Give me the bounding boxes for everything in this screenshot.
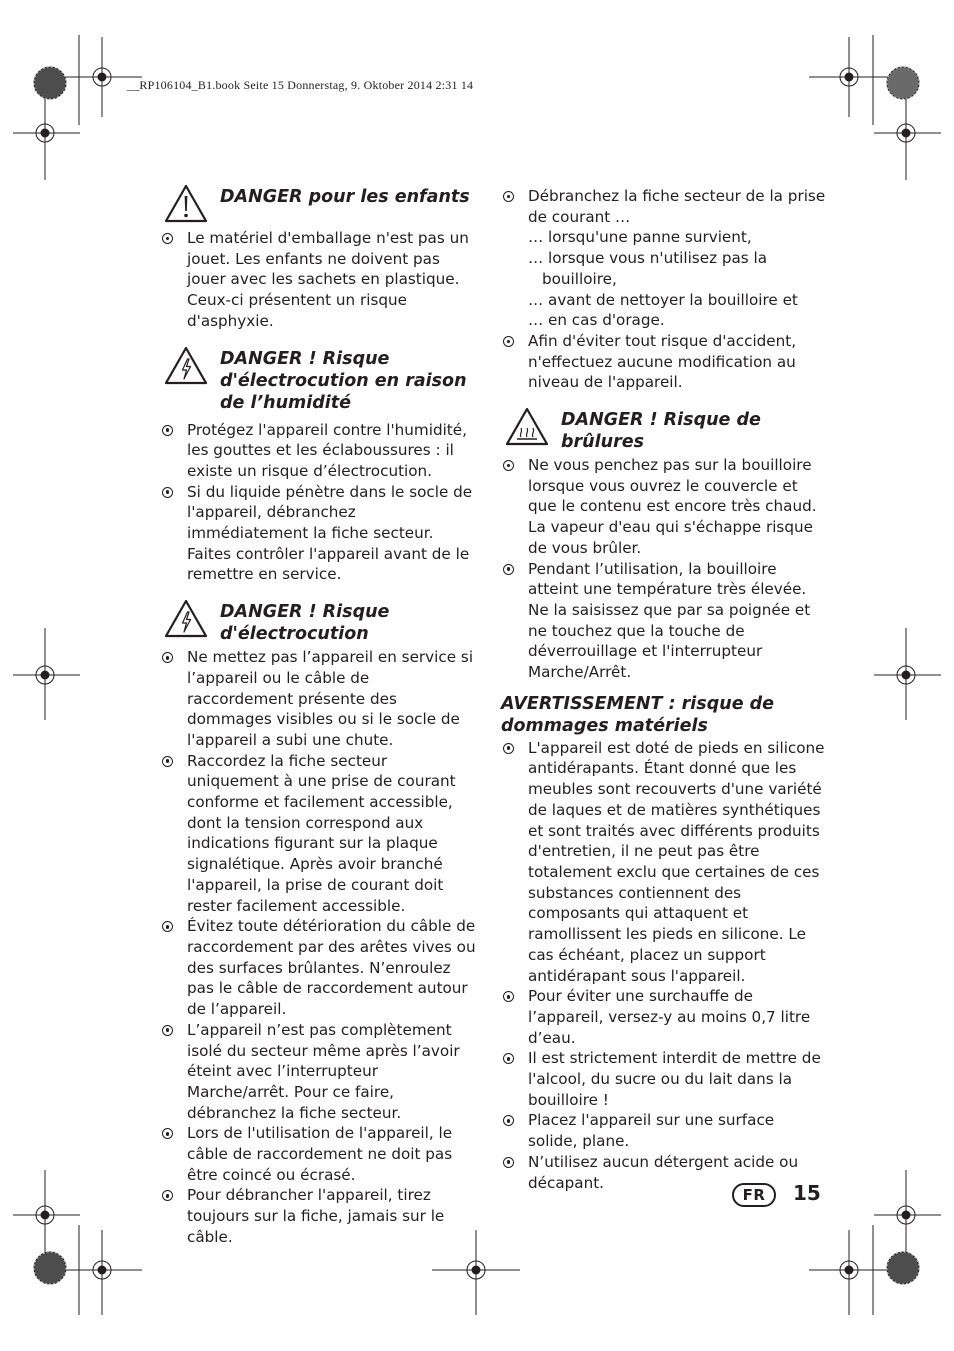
registration-crosshair-icon [62, 1230, 142, 1315]
list-item: Ne mettez pas l’appareil en service si l’appareil ou le câble de raccordement présente des dommages visibles ou si le socle de l'appareil a subi une chute. [160, 647, 480, 751]
sub-item: … avant de nettoyer la bouilloire et [528, 290, 798, 309]
list-item: Le matériel d'emballage n'est pas un jouet. Les enfants ne doivent pas jouer avec les sachets en plastique. Ceux-ci présentent un risque d'asphyxie. [160, 228, 480, 332]
section-title: DANGER ! Risque de brûlures [561, 410, 761, 453]
registration-crosshair-icon [874, 93, 941, 180]
list-item: Protégez l'appareil contre l'humidité, les gouttes et les éclaboussures : il existe un risque d’électrocution. [160, 420, 480, 482]
list-item: Raccordez la fiche secteur uniquement à une prise de courant conforme et facilement accessible, dont la tension correspond aux indications figurant sur la plaque signalétique. Après avoir branché l'appareil, la prise de courant doit rester facilement accessible. [160, 751, 480, 917]
section-title: AVERTISSEMENT : risque de dommages matériels [501, 693, 775, 736]
list-item: L'appareil est doté de pieds en silicone antidérapants. Étant donné que les meubles sont recouverts d'une variété de laques et de matières synthétiques et sont traités avec différents produits d'entretien, il ne peut pas être totalement exclu que certaines de ces substances contiennent des composants qui attaquent et ramollissent les pieds en silicone. Le cas échéant, placez un support antidérapant sous l'appareil. [501, 738, 826, 986]
section-title: DANGER pour les enfants [220, 187, 470, 207]
list-item: Ne vous penchez pas sur la bouilloire lorsque vous ouvrez le couvercle et que le contenu est encore très chaud. La vapeur d'eau qui s'échappe risque de vous brûler. [501, 455, 826, 559]
list-item: Débranchez la fiche secteur de la prise de courant … … lorsqu'une panne survient, … lorsque vous n'utilisez pas la bouilloire, … avant de nettoyer la bouilloire et … en cas d'orage. [501, 186, 826, 331]
list-item: Afin d'éviter tout risque d'accident, n'effectuez aucune modification au niveau de l'appareil. [501, 331, 826, 393]
registration-crosshair-icon [809, 37, 889, 117]
color-target-icon [887, 1252, 919, 1284]
section-title: DANGER ! Risque d'électrocution [220, 602, 390, 645]
language-badge: FR [732, 1183, 776, 1207]
list-item: Pour éviter une surchauffe de l’appareil, versez-y au moins 0,7 litre d’eau. [501, 986, 826, 1048]
sub-item: … lorsque vous n'utilisez pas la bouilloire, [528, 249, 768, 288]
list-item: N’utilisez aucun détergent acide ou décapant. [501, 1152, 826, 1193]
registration-crosshair-icon [13, 628, 80, 720]
list-item: Évitez toute détérioration du câble de raccordement par des arêtes vives ou des surfaces brûlantes. N’enroulez pas le câble de raccordement autour de l’appareil. [160, 916, 480, 1020]
list-item: L’appareil n’est pas complètement isolé du secteur même après l’avoir éteint avec l’interrupteur Marche/arrêt. Pour ce faire, débranchez la fiche secteur. [160, 1020, 480, 1124]
list-item: Si du liquide pénètre dans le socle de l'appareil, débranchez immédiatement la fiche secteur. Faites contrôler l'appareil avant de le remettre en service. [160, 482, 480, 586]
section-title: DANGER ! Risque d'électrocution en raison de l’humidité [220, 348, 467, 413]
list-item: Lors de l'utilisation de l'appareil, le câble de raccordement ne doit pas être coincé ou écrasé. [160, 1123, 480, 1185]
print-header-line: __RP106104_B1.book Seite 15 Donnerstag, 9. Oktober 2014 2:31 14 [127, 78, 474, 92]
list-item: Il est strictement interdit de mettre de l'alcool, du sucre ou du lait dans la bouilloire ! [501, 1048, 826, 1110]
color-target-icon [34, 1252, 66, 1284]
registration-crosshair-icon [874, 628, 941, 720]
registration-crosshair-icon [13, 93, 80, 180]
page-number: 15 [793, 1181, 821, 1205]
color-target-icon [34, 67, 66, 99]
list-item: Pour débrancher l'appareil, tirez toujours sur la fiche, jamais sur le câble. [160, 1185, 480, 1247]
registration-crosshair-icon [809, 1230, 889, 1315]
registration-crosshair-icon [874, 1170, 941, 1255]
color-target-icon [887, 67, 919, 99]
registration-crosshair-icon [432, 1230, 520, 1315]
registration-crosshair-icon [13, 1170, 80, 1255]
list-item: Pendant l’utilisation, la bouilloire atteint une température très élevée. Ne la saisissez que par sa poignée et ne touchez que la touche de déverrouillage et l'interrupteur Marche/Arrêt. [501, 559, 826, 683]
registration-crosshair-icon [62, 37, 142, 117]
sub-item: … en cas d'orage. [528, 311, 665, 330]
sub-item: … lorsqu'une panne survient, [528, 228, 752, 247]
list-item: Placez l'appareil sur une surface solide, plane. [501, 1110, 826, 1151]
